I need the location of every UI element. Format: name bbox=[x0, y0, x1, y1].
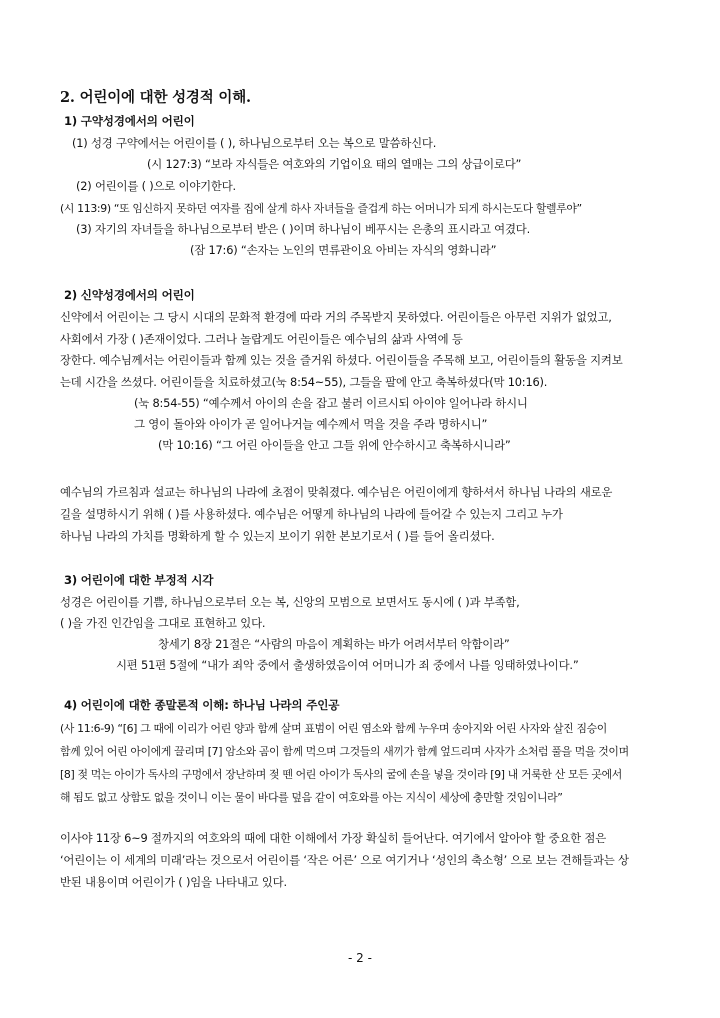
quote-line: (잠 17:6) “손자는 노인의 면류관이요 아비는 자식의 영화니라” bbox=[190, 243, 497, 257]
subsection-heading-eschatological: 4) 어린이에 대한 종말론적 이해: 하나님 나라의 주인공 bbox=[64, 698, 340, 712]
quote-line: 시편 51편 5절에 “내가 죄악 중에서 출생하였음이여 어머니가 죄 중에서 나를 잉태하였나이다.” bbox=[116, 658, 579, 672]
quote-line: 해 됨도 없고 상함도 없을 것이니 이는 물이 바다를 덮음 같이 여호와를 아는 지식이 세상에 충만할 것임이니라” bbox=[60, 791, 563, 804]
paragraph-line: 는데 시간을 쓰셨다. 어린이들을 치료하셨고(눅 8:54~55), 그들을 팔에 안고 축복하셨다(막 10:16). bbox=[60, 375, 548, 389]
quote-line: (사 11:6-9) “[6] 그 때에 이리가 어린 양과 함께 살며 표범이 어린 염소와 함께 누우며 송아지와 어린 사자와 살진 짐승이 bbox=[60, 722, 607, 735]
quote-line: 그 영이 돌아와 아이가 곧 일어나거늘 예수께서 먹을 것을 주라 명하시니” bbox=[134, 417, 488, 431]
quote-line: 함께 있어 어린 아이에게 끌리며 [7] 암소와 곰이 함께 먹으며 그것들의 새끼가 함께 엎드리며 사자가 소처럼 풀을 먹을 것이며 bbox=[60, 745, 629, 758]
paragraph-line: 길을 설명하시기 위해 ( )를 사용하셨다. 예수님은 어떻게 하나님의 나라에 들어갈 수 있는지 그리고 누가 bbox=[60, 507, 563, 521]
paragraph-line: 이사야 11장 6~9 절까지의 여호와의 때에 대한 이해에서 가장 확실히 들어난다. 여기에서 알아야 할 중요한 점은 bbox=[60, 831, 607, 845]
page-number: - 2 - bbox=[348, 951, 372, 965]
paragraph-line: (3) 자기의 자녀들을 하나님으로부터 받은 ( )이며 하나님이 베푸시는 은총의 표시라고 여겼다. bbox=[76, 222, 530, 236]
quote-line: [8] 젖 먹는 아이가 독사의 구멍에서 장난하며 젖 뗀 어린 아이가 독사의 굴에 손을 넣을 것이라 [9] 내 거룩한 산 모든 곳에서 bbox=[60, 768, 622, 781]
section-title: 2. 어린이에 대한 성경적 이해. bbox=[60, 89, 251, 106]
subsection-heading-negative-view: 3) 어린이에 대한 부정적 시각 bbox=[64, 573, 214, 587]
paragraph-line: 반된 내용이며 어린이가 ( )임을 나타내고 있다. bbox=[60, 875, 287, 889]
quote-line: (막 10:16) “그 어린 아이들을 안고 그들 위에 안수하시고 축복하시니라” bbox=[158, 438, 511, 452]
paragraph-line: 성경은 어린이를 기쁨, 하나님으로부터 오는 복, 신앙의 모범으로 보면서도 동시에 ( )과 부족함, bbox=[60, 595, 520, 609]
quote-line: (시 127:3) “보라 자식들은 여호와의 기업이요 태의 열매는 그의 상급이로다” bbox=[147, 157, 522, 171]
paragraph-line: ‘어린이는 이 세계의 미래’라는 것으로서 어린이를 ‘작은 어른’ 으로 여기거나 ‘성인의 축소형’ 으로 보는 견해들과는 상 bbox=[60, 853, 629, 867]
paragraph-line: 사회에서 가장 ( )존재이었다. 그러나 놀랍게도 어린이들은 예수님의 삶과 사역에 등 bbox=[60, 332, 463, 346]
subsection-heading-old-testament: 1) 구약성경에서의 어린이 bbox=[64, 114, 195, 128]
paragraph-line: 예수님의 가르침과 설교는 하나님의 나라에 초점이 맞춰졌다. 예수님은 어린이에게 향하셔서 하나님 나라의 새로운 bbox=[60, 485, 613, 499]
quote-line: 창세기 8장 21절은 “사람의 마음이 계획하는 바가 어려서부터 악함이라” bbox=[158, 637, 510, 651]
paragraph-line: 하나님 나라의 가치를 명확하게 할 수 있는지 보이기 위한 본보기로서 ( )를 들어 올리셨다. bbox=[60, 529, 495, 543]
paragraph-line: 장한다. 예수님께서는 어린이들과 함께 있는 것을 즐거워 하셨다. 어린이들을 주목해 보고, 어린이들의 활동을 지켜보 bbox=[60, 353, 623, 367]
paragraph-line: (1) 성경 구약에서는 어린이를 ( ), 하나님으로부터 오는 복으로 말씀하신다. bbox=[72, 136, 437, 150]
quote-line: (시 113:9) “또 임신하지 못하던 여자를 집에 살게 하사 자녀들을 즐겁게 하는 어머니가 되게 하시는도다 할렐루야” bbox=[60, 202, 582, 215]
paragraph-line: ( )을 가진 인간임을 그대로 표현하고 있다. bbox=[60, 616, 266, 630]
quote-line: (눅 8:54-55) “예수께서 아이의 손을 잡고 불러 이르시되 아이야 일어나라 하시니 bbox=[134, 396, 528, 410]
paragraph-line: 신약에서 어린이는 그 당시 시대의 문화적 환경에 따라 거의 주목받지 못하였다. 어린이들은 아무런 지위가 없었고, bbox=[60, 310, 612, 324]
subsection-heading-new-testament: 2) 신약성경에서의 어린이 bbox=[64, 288, 195, 302]
paragraph-line: (2) 어린이를 ( )으로 이야기한다. bbox=[76, 179, 236, 193]
